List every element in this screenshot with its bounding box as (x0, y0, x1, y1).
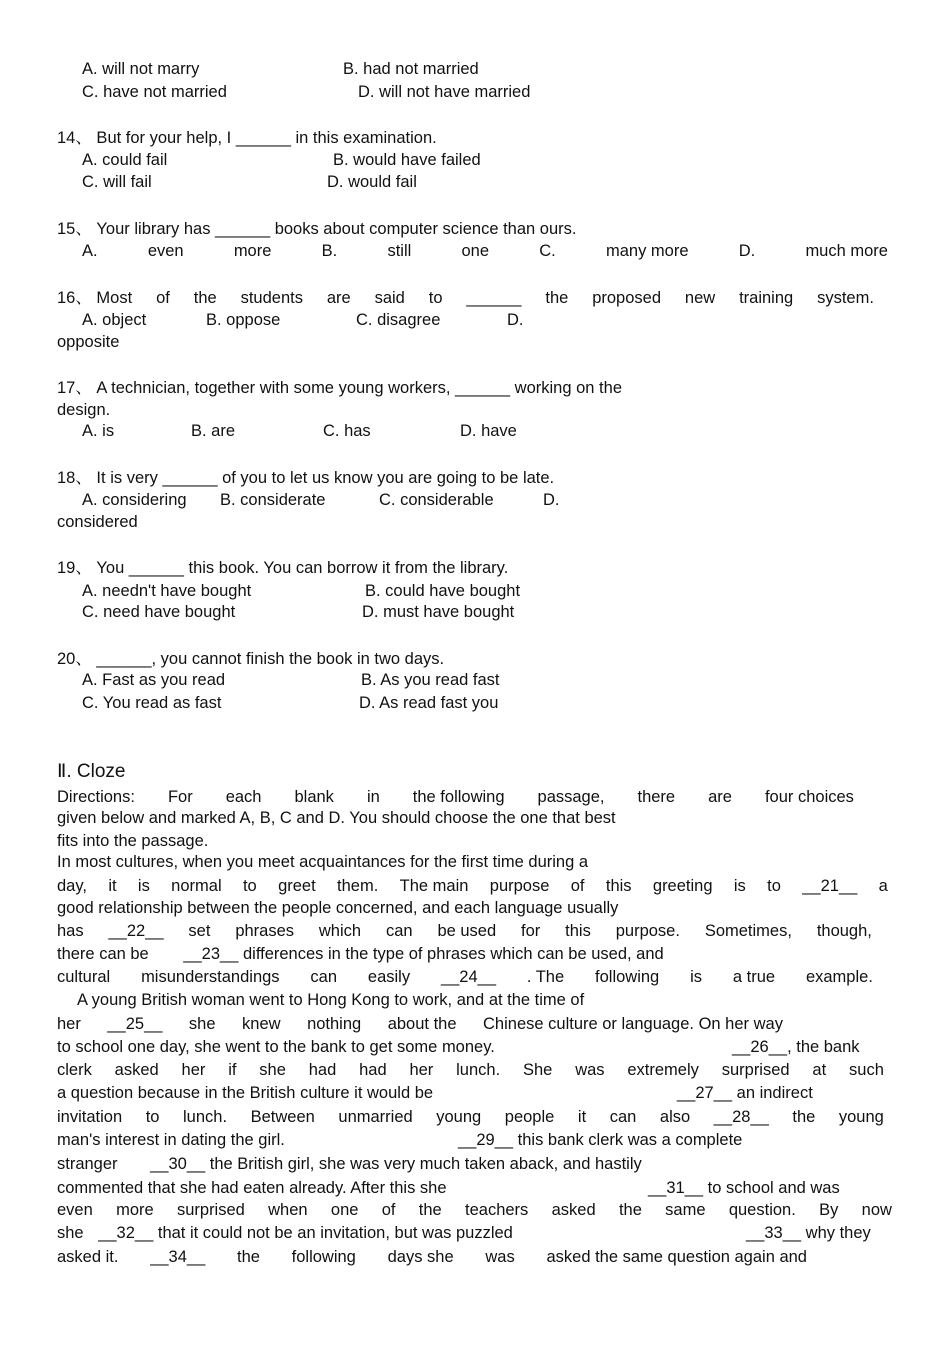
p5-w0: there can be (57, 945, 149, 963)
p16-w9: the (618, 1201, 642, 1219)
blank-29: __29__ (458, 1131, 514, 1149)
blank-31: __31__ (648, 1179, 704, 1197)
p10-w8: lunch. (456, 1061, 501, 1079)
q20-option-d: D. As read fast you (359, 694, 499, 712)
p10-w13: at (812, 1061, 827, 1079)
p4-w8: purpose. (615, 922, 680, 940)
p4-w1: set (188, 922, 211, 940)
passage-line-18 (57, 1247, 807, 1267)
p4-w2: phrases (235, 922, 295, 940)
p18-w2: following (291, 1248, 356, 1266)
p18-w3: days she (387, 1248, 454, 1266)
passage-line-8 (57, 1014, 783, 1034)
q15-w3: B. (321, 242, 338, 260)
q16-w0: 16、 Most (57, 289, 133, 307)
passage-line-14 (57, 1154, 642, 1174)
p8-w4: about the (387, 1015, 457, 1033)
q18-option-b: B. considerate (220, 491, 326, 509)
q15-w7: many more (605, 242, 689, 260)
q14-option-d: D. would fail (327, 173, 417, 191)
q15-w0: A. (82, 242, 98, 260)
p10-w6: had (359, 1061, 387, 1079)
dir-w6: passage, (537, 788, 605, 806)
p16-w8: asked (551, 1201, 596, 1219)
dir-w5: the following (412, 788, 505, 806)
blank-25: __25__ (107, 1015, 163, 1033)
passage-line-11b (677, 1083, 813, 1103)
q14-stem: 14、 But for your help, I ______ in this examination. (57, 129, 437, 147)
q17-option-b: B. are (191, 422, 236, 440)
q16-w1: of (156, 289, 170, 307)
dir-w3: blank (294, 788, 334, 806)
q16-w5: said (374, 289, 405, 307)
q15-w1: even (147, 242, 184, 260)
q19-option-a: A. needn't have bought (82, 582, 252, 600)
passage-line-12 (57, 1107, 884, 1127)
p2-w11: greeting (652, 877, 713, 895)
p10-w2: her (181, 1061, 206, 1079)
p16-w0: even (57, 1201, 93, 1219)
p4-w6: for (521, 922, 541, 940)
q17-stem: 17、 A technician, together with some young workers, ______ working on the (57, 379, 622, 397)
q15-stem: 15、 Your library has ______ books about computer science than ours. (57, 220, 577, 238)
p2-w0: day, (57, 877, 87, 895)
p12-w2: lunch. (183, 1108, 228, 1126)
p2-w12: is (733, 877, 746, 895)
blank-21: __21__ (802, 877, 858, 895)
q15-w5: one (461, 242, 490, 260)
directions-line-1 (57, 787, 854, 807)
q16-w9: proposed (592, 289, 662, 307)
p12-w11: young (838, 1108, 884, 1126)
p12-w10: the (792, 1108, 816, 1126)
passage-line-13b (458, 1130, 742, 1150)
q16-w12: system. (817, 289, 874, 307)
blank-22: __22__ (108, 922, 164, 940)
p16-w11: question. (728, 1201, 796, 1219)
p11-w1: an indirect (736, 1084, 813, 1102)
q17-option-c: C. has (323, 422, 371, 440)
p2-w1: it (108, 877, 117, 895)
p18-w0: asked it. (57, 1248, 119, 1266)
p6-w7: a true (732, 968, 776, 986)
q13-option-c: C. have not married (82, 83, 227, 101)
q18-option-d-text: considered (57, 513, 138, 531)
q16-w10: new (684, 289, 716, 307)
q16-w8: the (545, 289, 569, 307)
p6-w3: easily (367, 968, 411, 986)
p16-w10: same (665, 1201, 706, 1219)
q13-option-a: A. will not marry (82, 60, 200, 78)
passage-line-1: In most cultures, when you meet acquaintances for the first time during a (57, 853, 589, 871)
q15-options-line (82, 241, 888, 261)
blank-26: __26__ (732, 1038, 788, 1056)
p12-w3: Between (250, 1108, 315, 1126)
p6-w6: is (690, 968, 703, 986)
p8-w3: nothing (307, 1015, 362, 1033)
p16-w4: one (330, 1201, 359, 1219)
p4-w4: can (385, 922, 413, 940)
passage-line-9a: to school one day, she went to the bank to get some money. (57, 1038, 495, 1056)
p16-w2: surprised (176, 1201, 245, 1219)
blank-33: __33__ (746, 1224, 802, 1242)
q15-w6: C. (539, 242, 556, 260)
passage-line-6 (57, 967, 873, 987)
dir-w4: in (366, 788, 380, 806)
q18-option-a: A. considering (82, 491, 187, 509)
q16-option-d: D. (507, 311, 524, 329)
p10-w3: if (228, 1061, 237, 1079)
p4-w0: has (57, 922, 84, 940)
p2-w7: The main (399, 877, 469, 895)
p2-w6: them. (337, 877, 379, 895)
p16-w7: teachers (465, 1201, 529, 1219)
p10-w1: asked (114, 1061, 159, 1079)
dir-w1: For (167, 788, 193, 806)
blank-24: __24__ (440, 968, 496, 986)
q16-option-b: B. oppose (206, 311, 281, 329)
p2-w5: greet (278, 877, 316, 895)
p2-w2: is (137, 877, 150, 895)
passage-line-15a: commented that she had eaten already. After this she (57, 1179, 447, 1197)
p10-w4: she (259, 1061, 286, 1079)
p8-w2: knew (242, 1015, 281, 1033)
passage-line-15b (648, 1178, 840, 1198)
passage-line-7: A young British woman went to Hong Kong to work, and at the time of (77, 991, 585, 1009)
dir-w2: each (225, 788, 262, 806)
blank-23: __23__ (183, 945, 239, 963)
p12-w8: can (609, 1108, 637, 1126)
directions-line-3: fits into the passage. (57, 832, 209, 850)
p4-w7: this (565, 922, 591, 940)
q16-w7: ______ (466, 289, 522, 307)
passage-line-11a: a question because in the British culture it would be (57, 1084, 434, 1102)
p18-w5: asked the same question again and (546, 1248, 807, 1266)
q17-option-d: D. have (460, 422, 517, 440)
q17-stem-cont: design. (57, 401, 111, 419)
dir-w8: are (708, 788, 732, 806)
p10-w0: clerk (57, 1061, 92, 1079)
passage-line-2 (57, 876, 888, 896)
p10-w11: extremely (627, 1061, 699, 1079)
p8-w1: she (188, 1015, 216, 1033)
q16-option-a: A. object (82, 311, 147, 329)
blank-30: __30__ (150, 1155, 206, 1173)
p12-w7: it (577, 1108, 587, 1126)
p15-w1: to school and was (707, 1179, 840, 1197)
passage-line-4 (57, 921, 872, 941)
q16-option-c: C. disagree (356, 311, 441, 329)
q16-w3: students (240, 289, 303, 307)
q20-option-a: A. Fast as you read (82, 671, 226, 689)
p14-w0: stranger (57, 1155, 118, 1173)
q20-option-c: C. You read as fast (82, 694, 222, 712)
p9-w1: , the bank (787, 1038, 860, 1056)
q20-option-b: B. As you read fast (361, 671, 500, 689)
q16-stem-line (57, 288, 874, 308)
p17-w2: why they (805, 1224, 871, 1242)
q16-w4: are (326, 289, 351, 307)
dir-w7: there (637, 788, 676, 806)
q15-w9: much more (805, 242, 888, 260)
p10-w7: her (409, 1061, 434, 1079)
p2-w9: of (570, 877, 585, 895)
q14-option-c: C. will fail (82, 173, 152, 191)
p2-w3: normal (171, 877, 222, 895)
blank-32: __32__ (98, 1224, 154, 1242)
p6-w0: cultural (57, 968, 111, 986)
p16-w13: now (861, 1201, 892, 1219)
directions-line-2: given below and marked A, B, C and D. You should choose the one that best (57, 809, 616, 827)
q15-w8: D. (738, 242, 756, 260)
p12-w5: young (436, 1108, 482, 1126)
q14-option-a: A. could fail (82, 151, 168, 169)
passage-line-17b (746, 1223, 871, 1243)
p16-w3: when (268, 1201, 308, 1219)
p2-w14: a (878, 877, 888, 895)
blank-34: __34__ (150, 1248, 206, 1266)
dir-w0: Directions: (57, 788, 135, 806)
p16-w6: the (418, 1201, 442, 1219)
q19-option-d: D. must have bought (362, 603, 515, 621)
p4-w9: Sometimes, (704, 922, 792, 940)
p2-w10: this (605, 877, 632, 895)
dir-w9: four choices (764, 788, 854, 806)
p16-w1: more (116, 1201, 154, 1219)
p12-w0: invitation (57, 1108, 123, 1126)
p13-w1: this bank clerk was a complete (517, 1131, 743, 1149)
p10-w5: had (308, 1061, 337, 1079)
q20-stem: 20、 ______, you cannot finish the book in two days. (57, 650, 445, 668)
cloze-heading: Ⅱ. Cloze (57, 761, 126, 782)
p16-w12: By (819, 1201, 839, 1219)
q19-stem: 19、 You ______ this book. You can borrow it from the library. (57, 559, 509, 577)
passage-line-3: good relationship between the people concerned, and each language usually (57, 899, 619, 917)
p12-w1: to (145, 1108, 160, 1126)
q16-option-d-text: opposite (57, 333, 120, 351)
passage-line-10 (57, 1060, 884, 1080)
p6-w8: example. (805, 968, 873, 986)
p16-w5: of (381, 1201, 396, 1219)
blank-28: __28__ (713, 1108, 769, 1126)
p4-w5: be used (437, 922, 497, 940)
q13-option-b: B. had not married (343, 60, 479, 78)
p17-w0: she (57, 1224, 84, 1242)
q17-option-a: A. is (82, 422, 115, 440)
passage-line-17a (57, 1223, 513, 1243)
p18-w4: was (485, 1248, 515, 1266)
p6-w2: can (310, 968, 338, 986)
q14-option-b: B. would have failed (333, 151, 481, 169)
q15-w2: more (233, 242, 272, 260)
q16-w11: training (739, 289, 794, 307)
q18-option-c: C. considerable (379, 491, 494, 509)
q13-option-d: D. will not have married (358, 83, 531, 101)
p4-w3: which (318, 922, 362, 940)
p8-w5: Chinese culture or language. On her way (483, 1015, 783, 1033)
q18-stem: 18、 It is very ______ of you to let us know you are going to be late. (57, 469, 555, 487)
p4-w10: though, (816, 922, 872, 940)
p6-w1: misunderstandings (141, 968, 280, 986)
q19-option-b: B. could have bought (365, 582, 521, 600)
blank-27: __27__ (677, 1084, 733, 1102)
p6-w4: . The (526, 968, 565, 986)
p2-w13: to (767, 877, 781, 895)
p14-w1: the British girl, she was very much taken aback, and hastily (209, 1155, 642, 1173)
p12-w6: people (504, 1108, 555, 1126)
p10-w9: She (523, 1061, 553, 1079)
q16-w6: to (428, 289, 443, 307)
passage-line-9b (732, 1037, 860, 1057)
passage-line-5 (57, 944, 664, 964)
p12-w4: unmarried (338, 1108, 413, 1126)
q19-option-c: C. need have bought (82, 603, 236, 621)
p10-w10: was (575, 1061, 605, 1079)
p2-w8: purpose (489, 877, 550, 895)
p6-w5: following (595, 968, 660, 986)
q18-option-d: D. (543, 491, 560, 509)
p2-w4: to (242, 877, 257, 895)
q16-w2: the (193, 289, 217, 307)
p17-w1: that it could not be an invitation, but was puzzled (157, 1224, 513, 1242)
p10-w12: surprised (721, 1061, 790, 1079)
p8-w0: her (57, 1015, 81, 1033)
passage-line-13a: man's interest in dating the girl. (57, 1131, 285, 1149)
q15-w4: still (387, 242, 412, 260)
p5-w1: differences in the type of phrases which can be used, and (242, 945, 664, 963)
p10-w14: such (849, 1061, 884, 1079)
p12-w9: also (659, 1108, 691, 1126)
p18-w1: the (236, 1248, 260, 1266)
passage-line-16 (57, 1200, 892, 1220)
